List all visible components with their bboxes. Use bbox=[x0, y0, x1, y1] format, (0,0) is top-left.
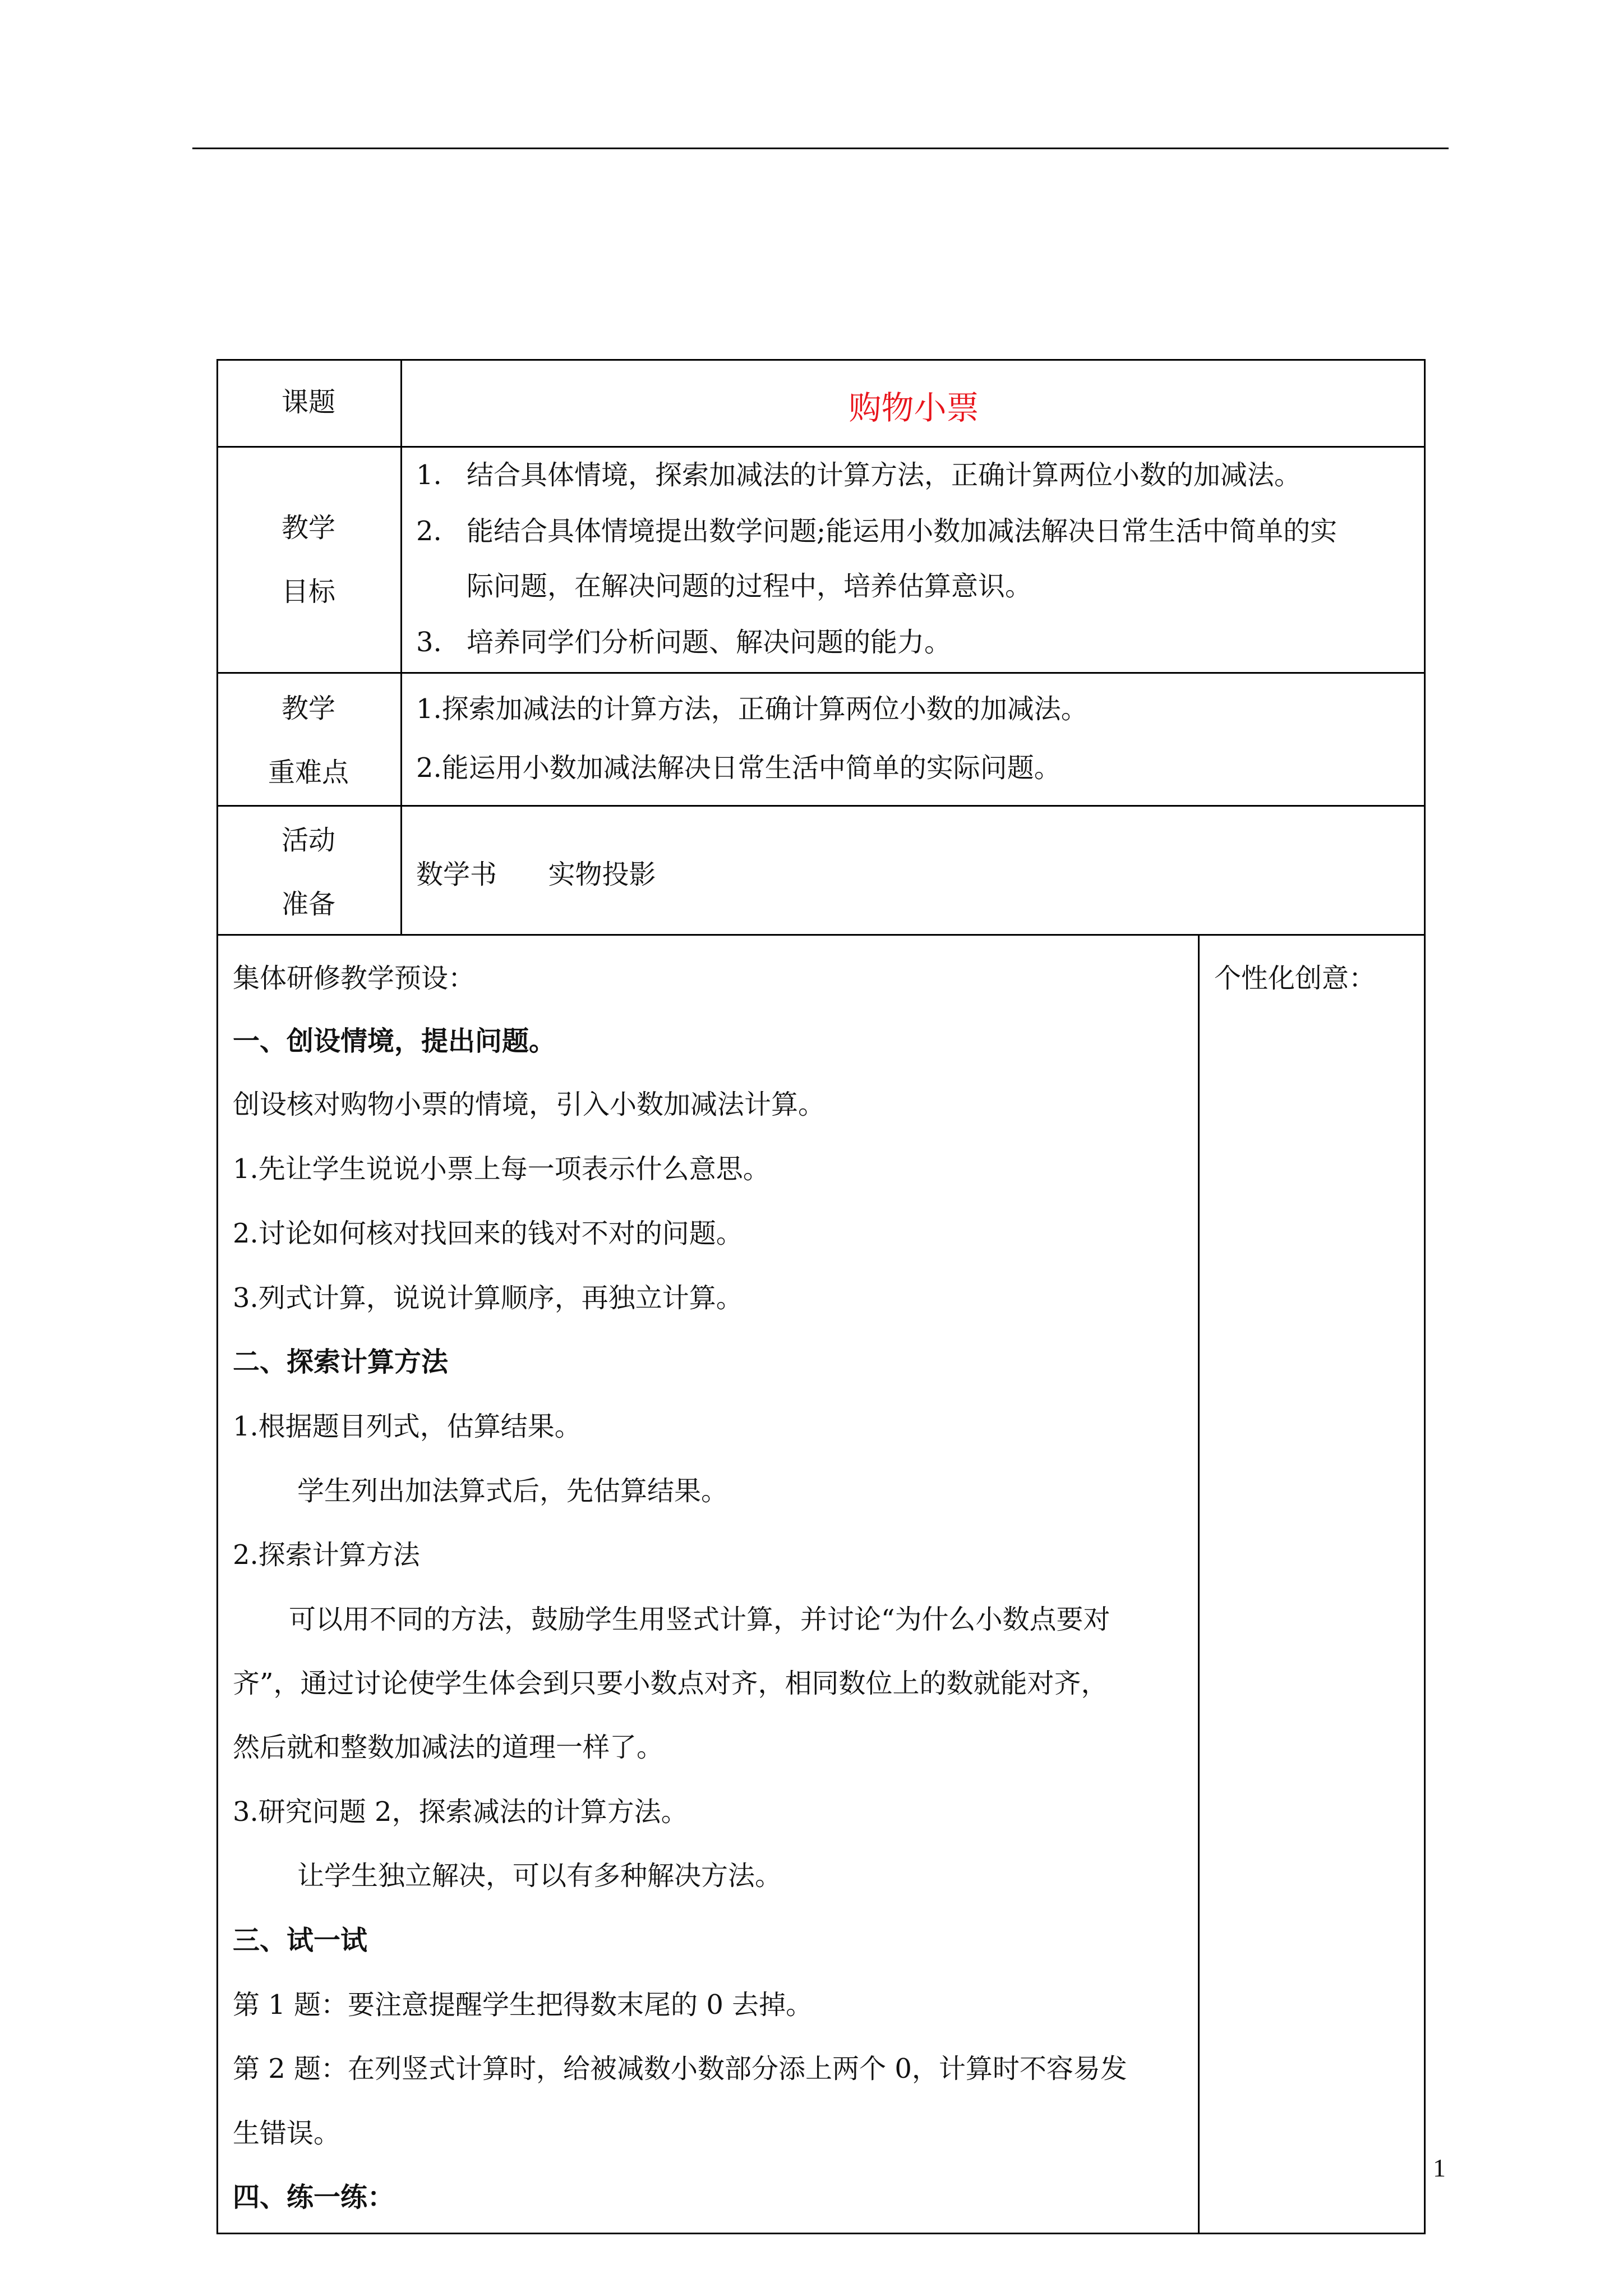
page-number: 1 bbox=[1433, 2154, 1446, 2182]
section-heading: 三、试一试 bbox=[233, 1925, 368, 1956]
goals-label-line1: 教学 bbox=[281, 512, 335, 544]
key-points-label-line1: 教学 bbox=[281, 693, 335, 724]
key-point-item: 1.探索加减法的计算方法，正确计算两位小数的加减法。 bbox=[416, 693, 1088, 725]
section-heading: 四、练一练： bbox=[233, 2182, 395, 2213]
goal-item: 2. 能结合具体情境提出数学问题;能运用小数加减法解决日常生活中简单的实 bbox=[416, 516, 1338, 547]
goals-label-line2: 目标 bbox=[281, 576, 335, 608]
goal-item: 3. 培养同学们分析问题、解决问题的能力。 bbox=[416, 627, 952, 658]
body-line: 然后就和整数加减法的道理一样了。 bbox=[233, 1732, 664, 1763]
body-line: 齐”，通过讨论使学生体会到只要小数点对齐，相同数位上的数就能对齐， bbox=[233, 1668, 1108, 1699]
prep-label-line2: 准备 bbox=[281, 889, 335, 920]
prep-materials: 数学书 实物投影 bbox=[416, 859, 656, 890]
body-line: 第 1 题：要注意提醒学生把得数末尾的 0 去掉。 bbox=[233, 1989, 813, 2021]
body-line: 创设核对购物小票的情境，引入小数加减法计算。 bbox=[233, 1089, 826, 1120]
body-line: 3.列式计算，说说计算顺序，再独立计算。 bbox=[233, 1282, 743, 1314]
body-line: 2.讨论如何核对找回来的钱对不对的问题。 bbox=[233, 1218, 743, 1249]
preset-header: 集体研修教学预设： bbox=[233, 963, 476, 994]
section-heading: 一、创设情境，提出问题。 bbox=[233, 1025, 556, 1057]
prep-label-line1: 活动 bbox=[281, 825, 335, 856]
body-line: 1.先让学生说说小票上每一项表示什么意思。 bbox=[233, 1153, 770, 1185]
goal-item-continued: 际问题，在解决问题的过程中，培养估算意识。 bbox=[467, 570, 1032, 602]
body-line: 学生列出加法算式后，先估算结果。 bbox=[297, 1475, 728, 1507]
body-line: 第 2 题：在列竖式计算时，给被减数小数部分添上两个 0，计算时不容易发 bbox=[233, 2053, 1127, 2085]
personal-header: 个性化创意： bbox=[1214, 963, 1376, 994]
body-line: 生错误。 bbox=[233, 2118, 341, 2149]
body-line: 2.探索计算方法 bbox=[233, 1539, 420, 1571]
goal-item: 1. 结合具体情境，探索加减法的计算方法，正确计算两位小数的加减法。 bbox=[416, 459, 1302, 491]
body-line: 可以用不同的方法，鼓励学生用竖式计算，并讨论“为什么小数点要对 bbox=[289, 1604, 1110, 1635]
topic-label: 课题 bbox=[281, 386, 335, 418]
lesson-title: 购物小票 bbox=[849, 389, 979, 427]
body-line: 3.研究问题 2，探索减法的计算方法。 bbox=[233, 1796, 688, 1828]
key-points-label-line2: 重难点 bbox=[268, 757, 349, 788]
body-line: 让学生独立解决，可以有多种解决方法。 bbox=[297, 1860, 782, 1892]
body-line: 1.根据题目列式，估算结果。 bbox=[233, 1411, 582, 1442]
preset-body bbox=[233, 0, 1186, 2296]
personal-column-divider bbox=[1198, 934, 1200, 2234]
key-point-item: 2.能运用小数加减法解决日常生活中简单的实际问题。 bbox=[416, 752, 1061, 784]
section-heading: 二、探索计算方法 bbox=[233, 1346, 449, 1378]
